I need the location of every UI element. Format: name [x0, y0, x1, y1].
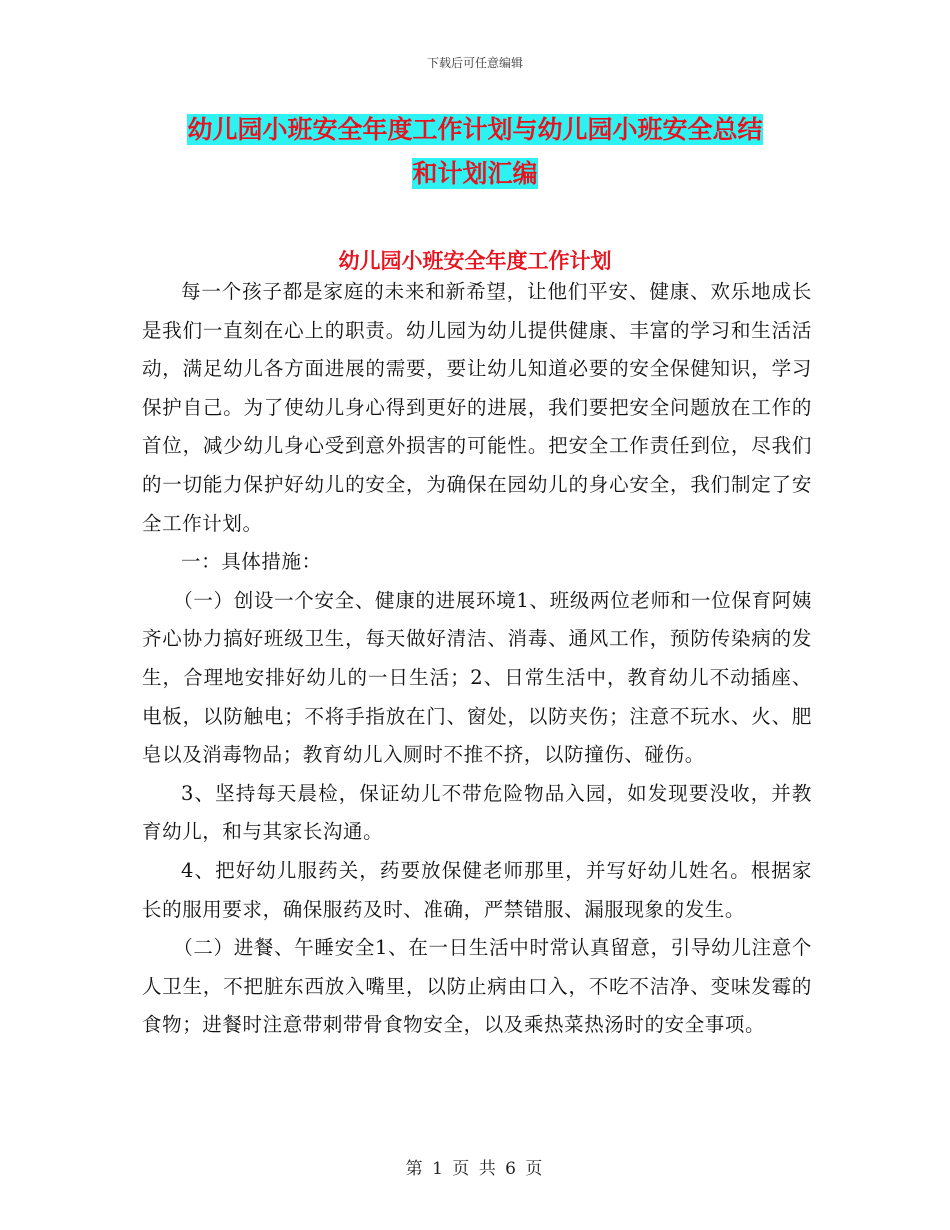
paragraph-intro: 每一个孩子都是家庭的未来和新希望，让他们平安、健康、欢乐地成长是我们一直刻在心上的职责。幼儿园为幼儿提供健康、丰富的学习和生活活动，满足幼儿各方面进展的需要，要让幼儿知道必要的安全保健知识，学习保护自己。为了使幼儿身心得到更好的进展，我们要把安全问题放在工作的首位，减少幼儿身心受到意外损害的可能性。把安全工作责任到位，尽我们的一切能力保护好幼儿的安全，为确保在园幼儿的身心安全，我们制定了安全工作计划。 [142, 280, 812, 535]
paragraph-meal-nap-safety: （二）进餐、午睡安全1、在一日生活中时常认真留意，引导幼儿注意个人卫生，不把脏东西放入嘴里，以防止病由口入，不吃不洁净、变味发霉的食物；进餐时注意带刺带骨食物安全，以及乘热菜热汤时的安全事项。 [142, 936, 812, 1037]
paragraph-environment: （一）创设一个安全、健康的进展环境1、班级两位老师和一位保育阿姨齐心协力搞好班级卫生，每天做好清洁、消毒、通风工作，预防传染病的发生，合理地安排好幼儿的一日生活；2、日常生活中，教育幼儿不动插座、电板，以防触电；不将手指放在门、窗处，以防夹伤；注意不玩水、火、肥皂以及消毒物品；教育幼儿入厕时不推不挤，以防撞伤、碰伤。 [142, 588, 812, 767]
page-number-footer: 第 1 页 共 6 页 [405, 1159, 545, 1179]
section-title: 幼儿园小班安全年度工作计划 [338, 248, 612, 273]
paragraph-measures-heading: 一：具体措施： [181, 550, 322, 574]
paragraph-morning-check: 3、坚持每天晨检，保证幼儿不带危险物品入园，如发现要没收，并教育幼儿，和与其家长沟通。 [142, 781, 812, 844]
document-title-text-1: 幼儿园小班安全年度工作计划与幼儿园小班安全总结 [187, 115, 763, 144]
document-title-line-1 [0, 113, 950, 147]
paragraph-medicine: 4、把好幼儿服药关，药要放保健老师那里，并写好幼儿姓名。根据家长的服用要求，确保服药及时、准确，严禁错服、漏服现象的发生。 [142, 858, 812, 921]
document-title-line-2 [0, 157, 950, 191]
document-body [142, 273, 812, 1045]
header-note: 下载后可任意编辑 [426, 56, 523, 70]
document-title-text-2: 和计划汇编 [412, 159, 538, 188]
